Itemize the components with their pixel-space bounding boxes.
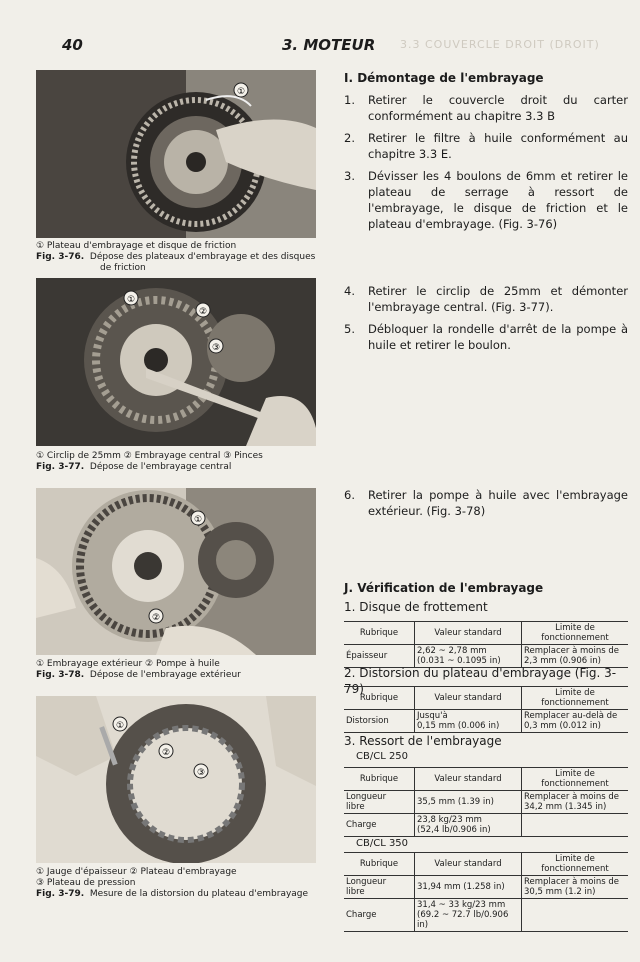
step-4: 4. Retirer le circlip de 25mm et démonter l'embrayage central. (Fig. 3-77). [344, 284, 628, 314]
callout-2-label: ② [198, 307, 208, 317]
caption-legend: ① Jauge d'épaisseur ② Plateau d'embrayage [36, 867, 237, 877]
figure-title: Dépose des plateaux d'embrayage et des disques [89, 252, 316, 262]
caption-fig-3-76 [36, 241, 326, 274]
callout-1-label: ① [236, 87, 246, 97]
sub-heading-3: 3. Ressort de l'embrayage [344, 734, 502, 748]
figure-label: Fig. 3-78. [36, 670, 85, 680]
figure-title-cont: de friction [100, 263, 146, 273]
table-row: Longueur libre 31,94 mm (1.258 in) Remplacer à moins de 30,5 mm (1.2 in) [344, 876, 628, 899]
section-i [344, 70, 628, 232]
figure-title: Mesure de la distorsion du plateau d'embrayage [89, 889, 309, 899]
photo-fig-3-77 [36, 278, 316, 446]
figure-label: Fig. 3-79. [36, 889, 85, 899]
step-6: 6. Retirer la pompe à huile avec l'embrayage extérieur. (Fig. 3-78) [344, 488, 628, 518]
caption-legend: ① Circlip de 25mm ② Embrayage central ③ Pinces [36, 451, 263, 461]
callout-3-label: ③ [211, 343, 221, 353]
chapter-title: 3. MOTEUR [282, 36, 376, 54]
callout-1-label: ① [193, 515, 203, 525]
caption-fig-3-79 [36, 867, 326, 900]
table-friction-disc: Rubrique Valeur standard Limite de fonctionnement Épaisseur 2,62 ~ 2,78 mm (0.031 ~ 0.1095 in) Remplacer à moins de 2,3 mm (0.906 in) [344, 621, 628, 668]
table-row: Charge 23,8 kg/23 mm (52,4 lb/0.906 in) [344, 814, 628, 837]
table-spring-250: Rubrique Valeur standard Limite de fonctionnement Longueur libre 35,5 mm (1.39 in) Remplacer à moins de 34,2 mm (1.345 in) Charge 23,8 kg/23 mm (52,4 lb/0.906 in) [344, 767, 628, 837]
model-label-250: CB/CL 250 [356, 751, 409, 762]
step-5: 5. Débloquer la rondelle d'arrêt de la pompe à huile et retirer le boulon. [344, 322, 628, 352]
sub-heading-1: 1. Disque de frottement [344, 600, 488, 614]
table-row: Charge 31,4 ~ 33 kg/23 mm (69.2 ~ 72.7 lb/0.906 in) [344, 899, 628, 932]
section-i-cont-2 [344, 487, 628, 519]
table-row: Épaisseur 2,62 ~ 2,78 mm (0.031 ~ 0.1095 in) Remplacer à moins de 2,3 mm (0.906 in) [344, 645, 628, 668]
bleed-through-text: 3.3 COUVERCLE DROIT (DROIT) [400, 38, 600, 51]
figure-label: Fig. 3-77. [36, 462, 85, 472]
step-3: 3. Dévisser les 4 boulons de 6mm et retirer le plateau de serrage à ressort de l'embrayage, le disque de friction et le plateau d'embrayage. (Fig. 3-76) [344, 169, 628, 231]
figure-title: Dépose de l'embrayage central [89, 462, 232, 472]
table-distortion: Rubrique Valeur standard Limite de fonctionnement Distorsion Jusqu'à 0,15 mm (0.006 in) Remplacer au-delà de 0,3 mm (0.012 in) [344, 686, 628, 733]
photo-fig-3-79 [36, 696, 316, 863]
figure-label: Fig. 3-76. [36, 252, 85, 262]
caption-fig-3-77 [36, 451, 326, 473]
section-j-title: J. Vérification de l'embrayage [344, 581, 544, 595]
section-j [344, 580, 628, 615]
callout-2-label: ② [161, 748, 171, 758]
callout-1-label: ① [115, 721, 125, 731]
caption-legend: ① Embrayage extérieur ② Pompe à huile [36, 659, 220, 669]
section-i-cont [344, 283, 628, 353]
step-2: 2. Retirer le filtre à huile conformément au chapitre 3.3 E. [344, 131, 628, 161]
caption-fig-3-78 [36, 659, 326, 681]
callout-2-label: ② [151, 613, 161, 623]
table-row: Longueur libre 35,5 mm (1.39 in) Remplacer à moins de 34,2 mm (1.345 in) [344, 791, 628, 814]
caption-legend: ① Plateau d'embrayage et disque de friction [36, 241, 237, 251]
model-label-350-wrap [344, 836, 628, 852]
step-1: 1. Retirer le couvercle droit du carter conformément au chapitre 3.3 B [344, 93, 628, 123]
callout-3-label: ③ [196, 768, 206, 778]
page-number: 40 [62, 36, 83, 54]
table-row: Distorsion Jusqu'à 0,15 mm (0.006 in) Remplacer au-delà de 0,3 mm (0.012 in) [344, 710, 628, 733]
caption-legend-2: ③ Plateau de pression [36, 878, 136, 888]
section-i-title: I. Démontage de l'embrayage [344, 71, 544, 85]
page-header [0, 36, 640, 58]
figure-title: Dépose de l'embrayage extérieur [89, 670, 241, 680]
sub-heading-3-wrap [344, 733, 628, 765]
callout-1-label: ① [126, 295, 136, 305]
photo-fig-3-76 [36, 70, 316, 238]
photo-fig-3-78 [36, 488, 316, 655]
table-spring-350: Rubrique Valeur standard Limite de fonctionnement Longueur libre 31,94 mm (1.258 in) Remplacer à moins de 30,5 mm (1.2 in) Charge 31,4 ~ 33 kg/23 mm (69.2 ~ 72.7 lb/0.906 in) [344, 852, 628, 932]
sub-heading-2: 2. Distorsion du plateau d'embrayage (Fig. 3-79) [344, 666, 617, 696]
model-label-350: CB/CL 350 [356, 838, 409, 849]
